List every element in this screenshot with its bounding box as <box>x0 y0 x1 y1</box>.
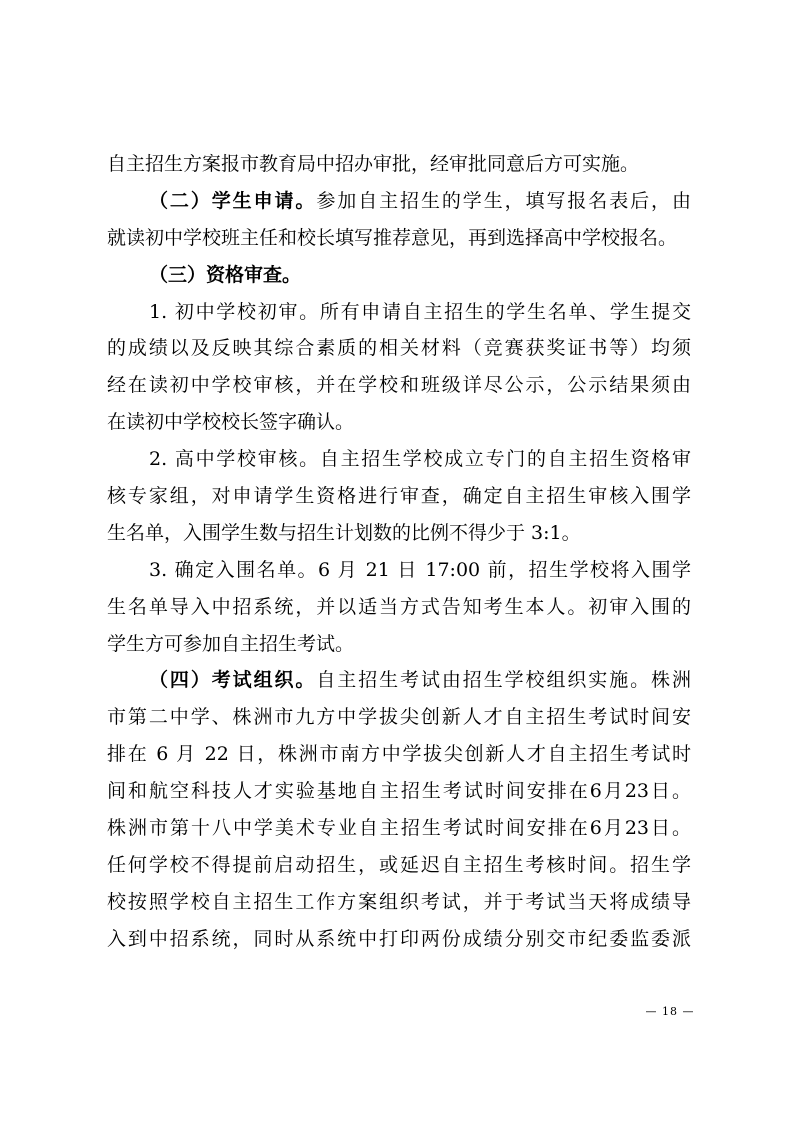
section-text: 自主招生考试由招生学校组织实施。株洲 <box>316 669 691 692</box>
page-number: — 18 — <box>645 1005 695 1018</box>
text-line: 2. 高中学校审核。自主招生学校成立专门的自主招生资格审 <box>149 448 691 471</box>
text-line: 生名单，入围学生数与招生计划数的比例不得少于 3:1。 <box>107 521 581 544</box>
section-four-line <box>107 662 691 699</box>
section-heading-exam-organization: （四）考试组织。 <box>149 669 317 692</box>
text-line: 入到中招系统，同时从系统中打印两份成绩分别交市纪委监委派 <box>107 927 691 950</box>
text-line: 经在读初中学校审核，并在学校和班级详尽公示，公示结果须由 <box>107 374 691 397</box>
section-two-line <box>107 183 691 220</box>
text-line: 排在 6 月 22 日，株洲市南方中学拔尖创新人才自主招生考试时 <box>107 743 691 766</box>
text-line: 核专家组，对申请学生资格进行审查，确定自主招生审核入围学 <box>107 485 691 508</box>
text-line: 就读初中学校班主任和校长填写推荐意见，再到选择高中学校报名。 <box>107 226 678 249</box>
text-line: 间和航空科技人才实验基地自主招生考试时间安排在6月23日。 <box>107 780 691 803</box>
text-line: 生名单导入中招系统，并以适当方式告知考生本人。初审入围的 <box>107 595 691 618</box>
text-line: 株洲市第十八中学美术专业自主招生考试时间安排在6月23日。 <box>107 817 691 840</box>
section-heading-qualification-review: （三）资格审查。 <box>149 263 302 286</box>
section-heading-student-application: （二）学生申请。 <box>149 189 317 212</box>
section-three-line <box>107 257 691 294</box>
document-body <box>107 146 691 958</box>
text-line: 市第二中学、株洲市九方中学拔尖创新人才自主招生考试时间安 <box>107 706 691 729</box>
text-line: 3. 确定入围名单。6 月 21 日 17:00 前，招生学校将入围学 <box>149 558 691 581</box>
text-line: 校按照学校自主招生工作方案组织考试，并于考试当天将成绩导 <box>107 890 691 913</box>
text-line: 学生方可参加自主招生考试。 <box>107 632 355 655</box>
text-line: 自主招生方案报市教育局中招办审批，经审批同意后方可实施。 <box>107 153 640 175</box>
text-line: 任何学校不得提前启动招生，或延迟自主招生考核时间。招生学 <box>107 853 691 876</box>
text-line: 在读初中学校校长签字确认。 <box>107 411 355 434</box>
text-line: 的成绩以及反映其综合素质的相关材料（竞赛获奖证书等）均须 <box>107 337 691 360</box>
section-text: 参加自主招生的学生，填写报名表后，由 <box>316 189 691 212</box>
text-line: 1. 初中学校初审。所有申请自主招生的学生名单、学生提交 <box>149 300 691 323</box>
